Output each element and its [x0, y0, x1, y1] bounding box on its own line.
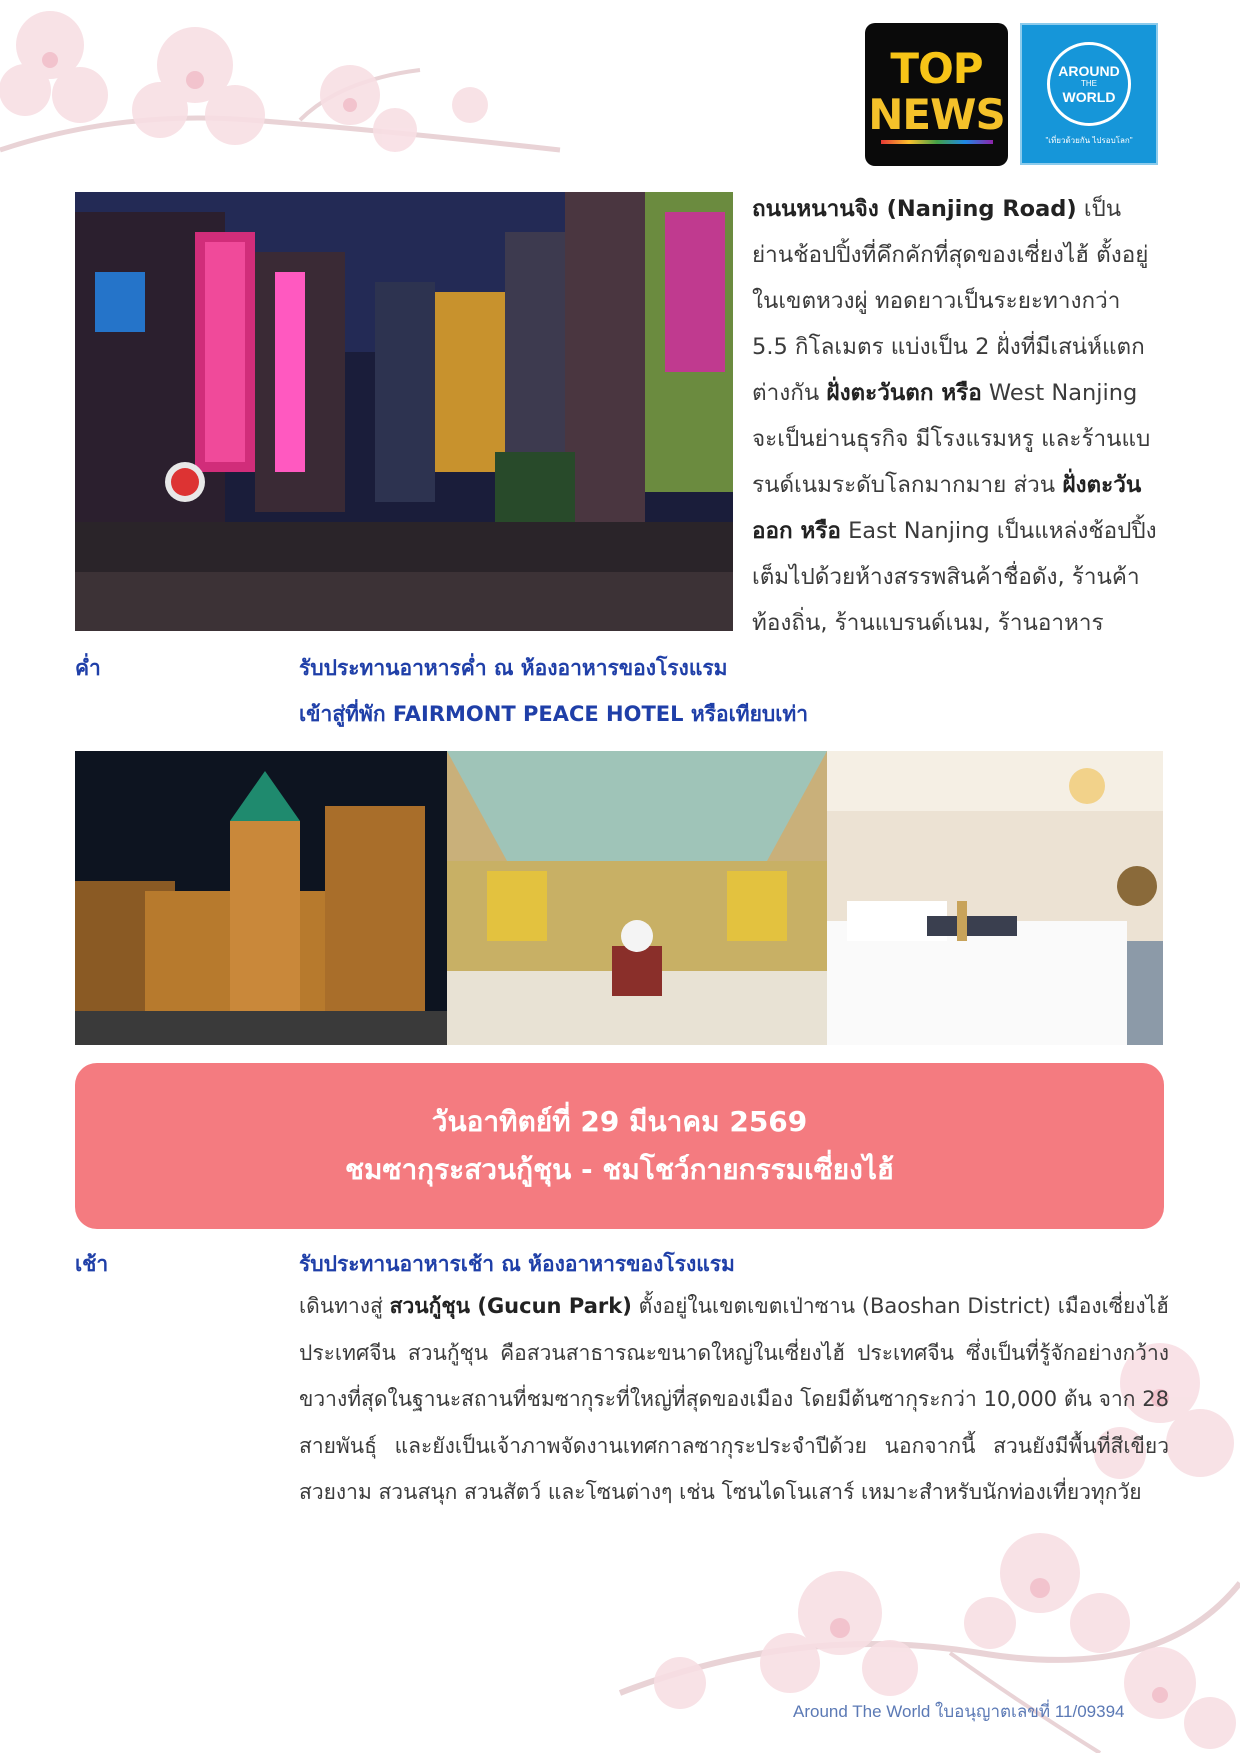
topnews-logo-stripe [881, 140, 993, 144]
license-footer: Around The World ใบอนุญาตเลขที่ 11/09394 [793, 1702, 1125, 1721]
hotel-lobby-photo [447, 751, 827, 1045]
around-the-world-logo-circle [1047, 42, 1131, 126]
atw-logo-line2: THE [1081, 78, 1097, 88]
gucun-park-title: สวนกู้ชุน (Gucun Park) [389, 1294, 632, 1318]
hotel-exterior-photo [75, 751, 447, 1045]
nanjing-text-3: เป็นแหล่งช้อปปิ้ง เต็มไปด้วยห้างสรรพสินค้าชื่อดัง, ร้านค้าท้องถิ่น, ร้านแบรนด์เนม, ร้านอาหาร [752, 518, 1157, 636]
gucun-park-description [299, 1283, 1169, 1516]
gucun-text: ตั้งอยู่ในเขตเขตเป่าซาน (Baoshan District) เมืองเซี่ยงไฮ้ ประเทศจีน สวนกู้ชุน คือสวนสาธารณะขนาดใหญ่ในเซี่ยงไฮ้ ประเทศจีน ซึ่งเป็นที่รู้จักอย่างกว้างขวางที่สุดในฐานะสถานที่ชมซากุระที่ใหญ่ที่สุดของเมือง โดยมีต้นซากุระกว่า 10,000 ต้น จาก 28 สายพันธุ์ และยังเป็นเจ้าภาพจัดงานเทศกาลซากุระประจำปีด้วย นอกจากนี้ สวนยังมีพื้นที่สีเขียวสวยงาม สวนสนุก สวนสัตว์ และโซนต่างๆ เช่น โซนไดโนเสาร์ เหมาะสำหรับนักท่องเที่ยวทุกวัย [299, 1294, 1169, 1504]
nanjing-road-title: ถนนหนานจิง (Nanjing Road) [752, 196, 1077, 222]
topnews-logo-line2: NEWS [868, 89, 1005, 139]
atw-logo-line1: AROUND [1058, 62, 1120, 79]
west-nanjing-name: West Nanjing [981, 380, 1138, 406]
nanjing-road-photo [75, 192, 733, 631]
east-nanjing-label: ฝั่งตะวันออก หรือ [752, 472, 1142, 544]
around-the-world-logo [1020, 23, 1158, 165]
day-banner-title: ชมซากุระสวนกู้ชุน - ชมโชว์กายกรรมเซี่ยงไฮ้ [344, 1153, 894, 1186]
day-banner-date: วันอาทิตย์ที่ 29 มีนาคม 2569 [431, 1105, 808, 1138]
gucun-prefix: เดินทางสู่ [299, 1294, 390, 1318]
topnews-logo-line1: TOP [890, 43, 983, 93]
atw-logo-line3: WORLD [1062, 88, 1116, 105]
cherry-blossom-decoration-top [0, 0, 580, 190]
west-nanjing-label: ฝั่งตะวันตก หรือ [826, 380, 982, 406]
dinner-label: ค่ำ [75, 656, 101, 680]
breakfast-line: รับประทานอาหารเช้า ณ ห้องอาหารของโรงแรม [299, 1252, 735, 1276]
day-banner [75, 1063, 1164, 1229]
hotel-line: เข้าสู่ที่พัก FAIRMONT PEACE HOTEL หรือเทียบเท่า [299, 702, 809, 726]
dinner-line: รับประทานอาหารค่ำ ณ ห้องอาหารของโรงแรม [299, 656, 728, 680]
atw-logo-tagline: "เที่ยวด้วยกัน ไปรอบโลก" [1045, 135, 1133, 145]
morning-label: เช้า [75, 1252, 109, 1276]
hotel-room-photo [827, 751, 1163, 1045]
nanjing-text-1: เป็นย่านช้อปปิ้งที่คึกคักที่สุดของเซี่ยงไฮ้ ตั้งอยู่ในเขตหวงผู่ ทอดยาวเป็นระยะทางกว่า 5.5 กิโลเมตร แบ่งเป็น 2 ฝั่งที่มีเสน่ห์แตกต่างกัน [752, 196, 1149, 406]
east-nanjing-name: East Nanjing [840, 518, 990, 544]
topnews-logo [865, 23, 1008, 166]
nanjing-text-2: จะเป็นย่านธุรกิจ มีโรงแรมหรู และร้านแบรนด์เนมระดับโลกมากมาย ส่วน [752, 426, 1151, 498]
nanjing-road-description [752, 186, 1162, 646]
